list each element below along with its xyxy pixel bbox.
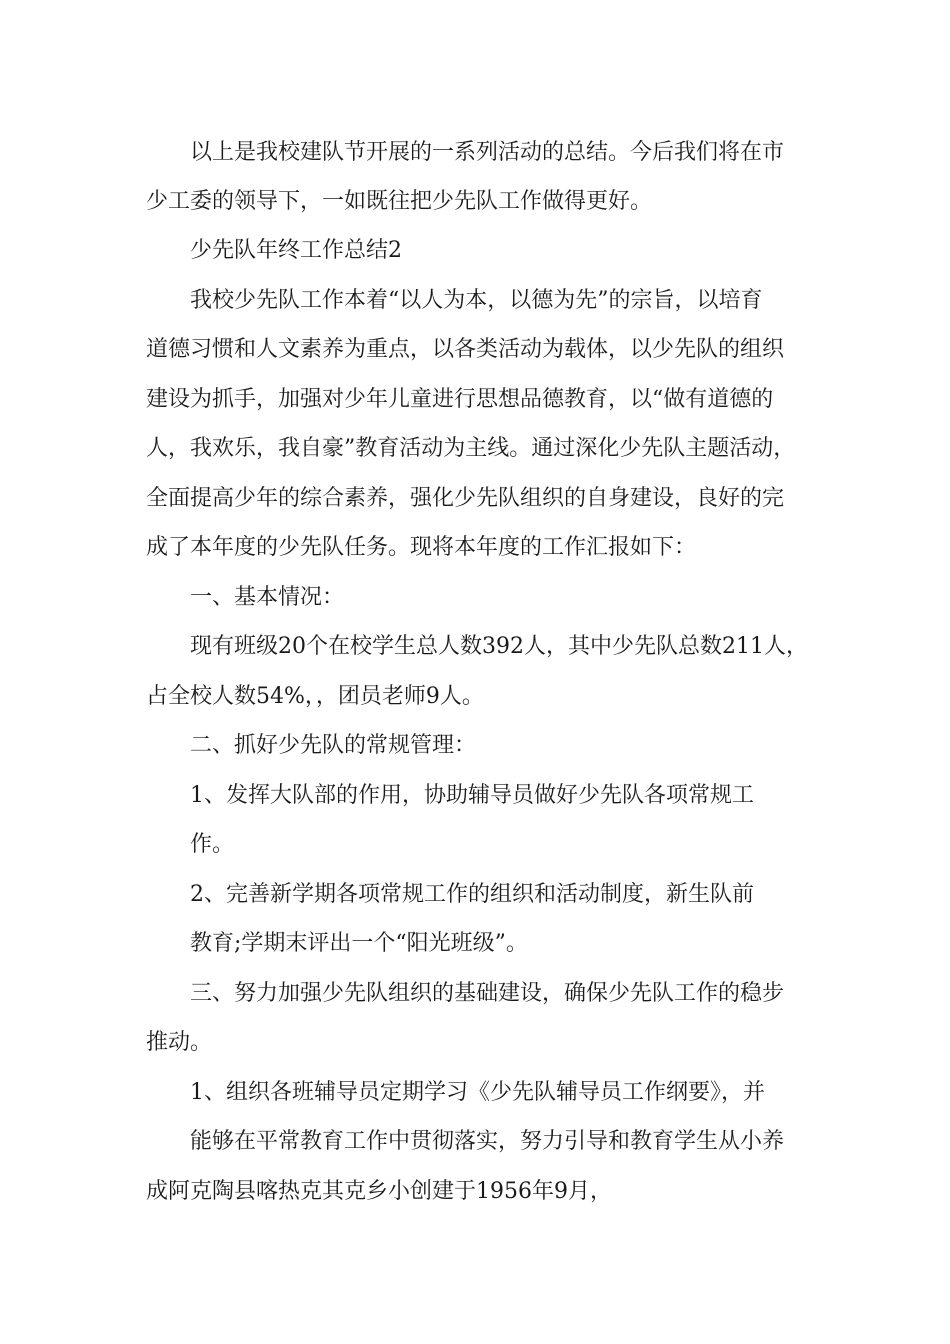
- text-line: 人，我欢乐，我自豪”教育活动为主线。通过深化少先队主题活动，: [146, 436, 796, 461]
- section-heading: 三、努力加强少先队组织的基础建设，确保少先队工作的稳步: [190, 981, 785, 1006]
- section-heading: 一、基本情况：: [190, 585, 345, 610]
- text-line: 2、完善新学期各项常规工作的组织和活动制度，新生队前: [190, 882, 754, 907]
- text-line: 道德习惯和人文素养为重点，以各类活动为载体，以少先队的组织: [146, 337, 785, 362]
- text-line: 成了本年度的少先队任务。现将本年度的工作汇报如下：: [146, 535, 697, 560]
- section-heading: 少先队年终工作总结2: [190, 238, 402, 263]
- text-line: 能够在平常教育工作中贯彻落实，努力引导和教育学生从小养: [190, 1129, 785, 1154]
- text-line: 教育;学期末评出一个“阳光班级”。: [190, 931, 528, 956]
- text-line: 少工委的领导下，一如既往把少先队工作做得更好。: [146, 189, 653, 214]
- text-line: 以上是我校建队节开展的一系列活动的总结。今后我们将在市: [190, 140, 785, 165]
- text-line: 1、发挥大队部的作用，协助辅导员做好少先队各项常规工: [190, 783, 754, 808]
- text-line: 现有班级20个在校学生总人数392人，其中少先队总数211人，: [190, 634, 808, 659]
- text-line: 全面提高少年的综合素养，强化少先队组织的自身建设，良好的完: [146, 486, 785, 511]
- text-line: 成阿克陶县喀热克其克乡小创建于1956年9月，: [146, 1179, 612, 1204]
- text-line: 推动。: [146, 1030, 213, 1055]
- text-line: 占全校人数54%，，团员老师9人。: [146, 684, 484, 709]
- text-line: 1、组织各班辅导员定期学习《少先队辅导员工作纲要》，并: [190, 1080, 765, 1105]
- section-heading: 二、抓好少先队的常规管理：: [190, 733, 477, 758]
- text-line: 我校少先队工作本着“以人为本，以德为先”的宗旨，以培育: [190, 288, 763, 313]
- text-line: 作。: [190, 832, 235, 857]
- text-line: 建设为抓手，加强对少年儿童进行思想品德教育，以“做有道德的: [146, 387, 774, 412]
